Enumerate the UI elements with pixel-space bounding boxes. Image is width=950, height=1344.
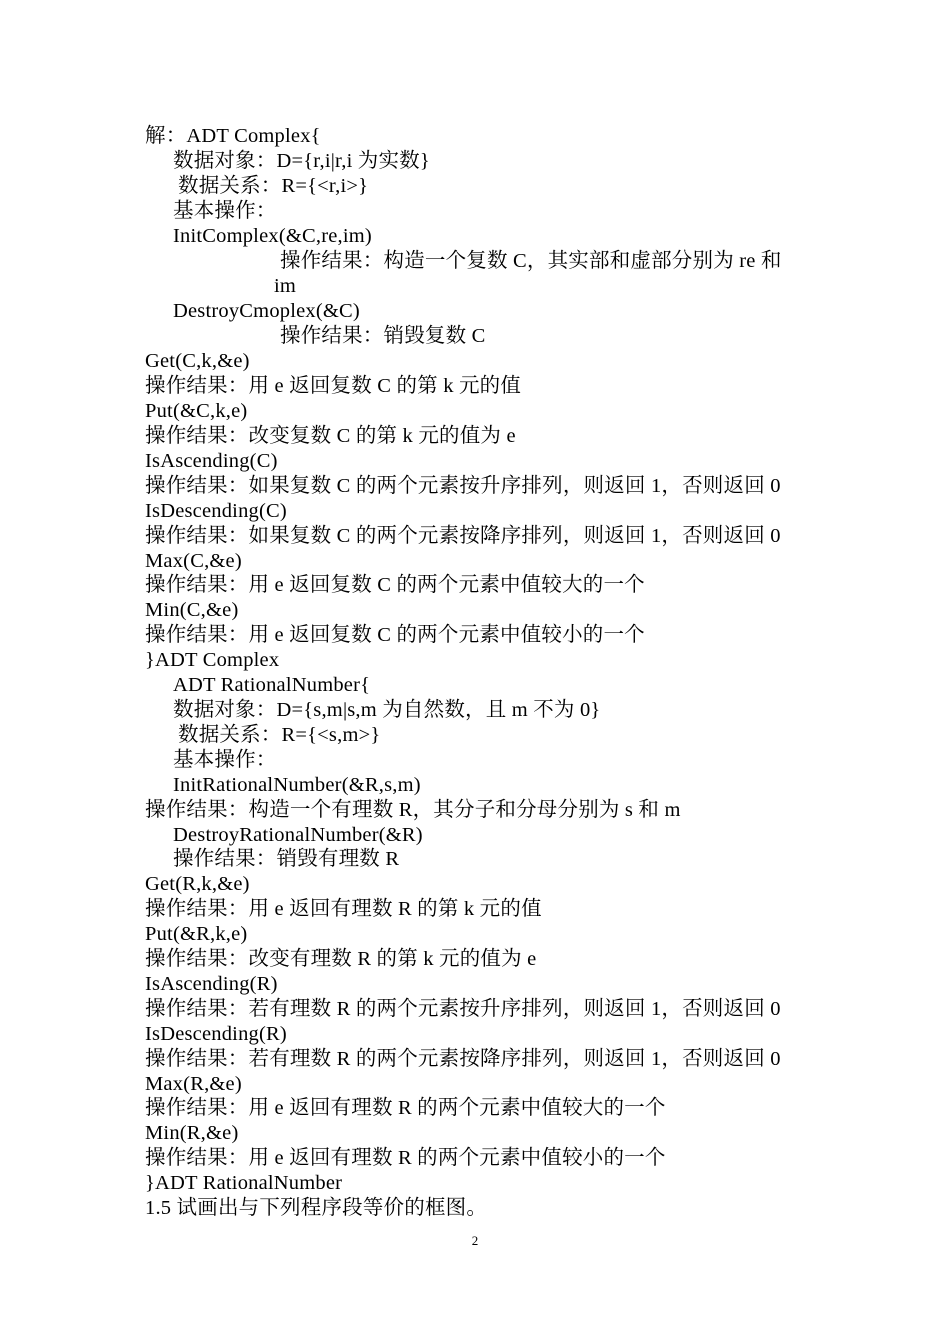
text-line: 数据关系：R={<s,m>} [178, 724, 381, 746]
text-line: Max(R,&e) [145, 1073, 242, 1095]
text-line: 操作结果：用 e 返回有理数 R 的第 k 元的值 [145, 898, 542, 920]
text-line: 操作结果：用 e 返回复数 C 的第 k 元的值 [145, 375, 522, 397]
text-line: ADT RationalNumber{ [173, 674, 371, 696]
text-line: 操作结果：改变复数 C 的第 k 元的值为 e [145, 425, 516, 447]
text-line: DestroyCmoplex(&C) [173, 300, 360, 322]
text-line: InitRationalNumber(&R,s,m) [173, 774, 421, 796]
text-line: 基本操作： [173, 749, 277, 771]
text-line: IsAscending(C) [145, 450, 278, 472]
text-line: DestroyRationalNumber(&R) [173, 824, 423, 846]
text-line: 解：ADT Complex{ [145, 125, 321, 147]
text-line: 操作结果：如果复数 C 的两个元素按升序排列，则返回 1，否则返回 0 [145, 475, 781, 497]
text-line: 操作结果：构造一个有理数 R，其分子和分母分别为 s 和 m [145, 799, 681, 821]
text-line: 操作结果：用 e 返回有理数 R 的两个元素中值较小的一个 [145, 1147, 666, 1169]
text-line: InitComplex(&C,re,im) [173, 225, 372, 247]
text-line: }ADT RationalNumber [145, 1172, 343, 1194]
text-line: 操作结果：如果复数 C 的两个元素按降序排列，则返回 1，否则返回 0 [145, 525, 781, 547]
text-line: 1.5 试画出与下列程序段等价的框图。 [145, 1197, 488, 1219]
text-line: Min(R,&e) [145, 1122, 239, 1144]
text-line: 操作结果：改变有理数 R 的第 k 元的值为 e [145, 948, 537, 970]
text-line: 操作结果：用 e 返回复数 C 的两个元素中值较大的一个 [145, 574, 645, 596]
text-line: 操作结果：销毁有理数 R [173, 848, 400, 870]
text-line: IsDescending(R) [145, 1023, 287, 1045]
text-line: 操作结果：构造一个复数 C，其实部和虚部分别为 re 和 [280, 250, 782, 272]
text-line: Max(C,&e) [145, 550, 242, 572]
text-line: Get(C,k,&e) [145, 350, 250, 372]
text-line: Put(&C,k,e) [145, 400, 248, 422]
text-line: im [274, 275, 297, 297]
text-line: 数据对象：D={s,m|s,m 为自然数，且 m 不为 0} [173, 699, 601, 721]
text-line: }ADT Complex [145, 649, 280, 671]
text-line: 操作结果：用 e 返回复数 C 的两个元素中值较小的一个 [145, 624, 645, 646]
text-line: Min(C,&e) [145, 599, 239, 621]
text-line: Put(&R,k,e) [145, 923, 248, 945]
text-line: 操作结果：用 e 返回有理数 R 的两个元素中值较大的一个 [145, 1097, 666, 1119]
page-number: 2 [471, 1233, 479, 1248]
text-line: 操作结果：若有理数 R 的两个元素按降序排列，则返回 1，否则返回 0 [145, 1048, 781, 1070]
text-line: IsAscending(R) [145, 973, 278, 995]
text-line: IsDescending(C) [145, 500, 287, 522]
text-line: Get(R,k,&e) [145, 873, 250, 895]
text-line: 操作结果：若有理数 R 的两个元素按升序排列，则返回 1，否则返回 0 [145, 998, 781, 1020]
text-line: 数据关系：R={<r,i>} [178, 175, 369, 197]
text-line: 基本操作： [173, 200, 277, 222]
text-line: 数据对象：D={r,i|r,i 为实数} [173, 150, 430, 172]
text-line: 操作结果：销毁复数 C [280, 325, 486, 347]
